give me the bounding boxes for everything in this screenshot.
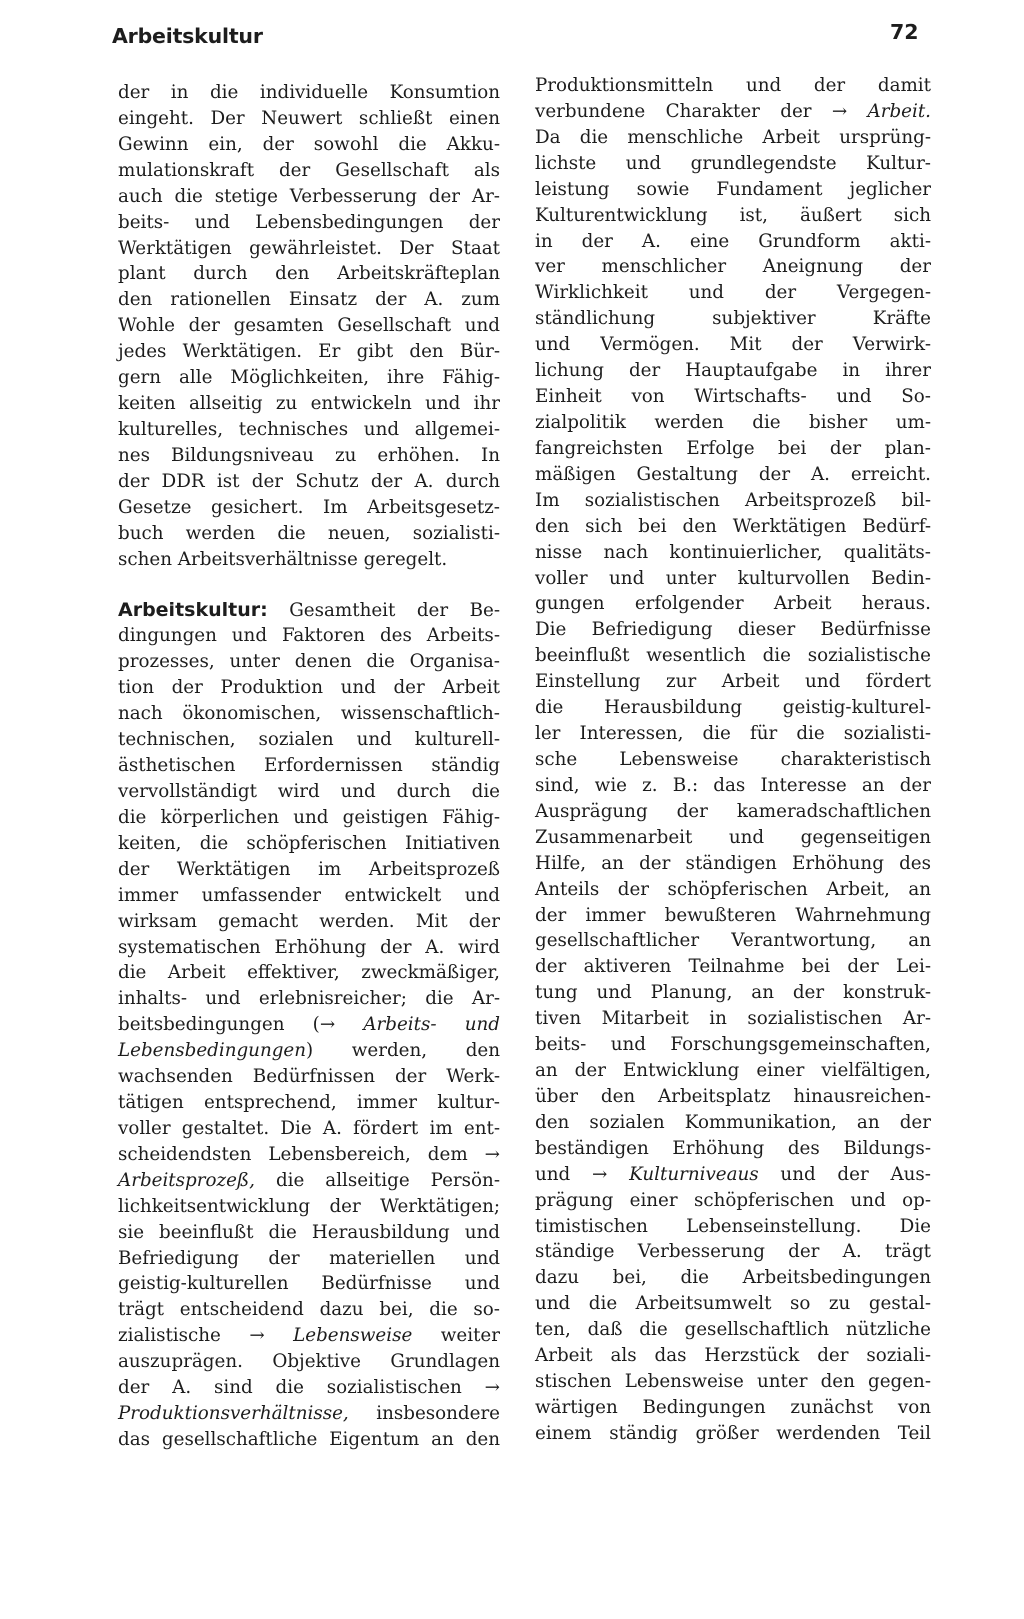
text-line: gungen erfolgender Arbeit heraus. [535,593,931,615]
text-line: in der A. eine Grundform akti- [535,230,931,252]
text-line: ver menschlicher Aneignung der [535,256,931,278]
text-span: beitsbedingungen (→ [118,1014,364,1036]
text-line: den sozialen Kommunikation, an der [535,1111,931,1133]
text-line [118,598,500,624]
text-line: eingeht. Der Neuwert schließt einen [118,107,500,129]
text-line: Wohle der gesamten Gesellschaft und [118,315,500,337]
text-line: geistig-kulturellen Bedürfnisse und [118,1273,500,1295]
text-line: buch werden die neuen, sozialisti- [118,522,500,544]
text-line: kulturelles, technisches und allgemei- [118,418,500,440]
text-line: an der Entwicklung einer vielfältigen, [535,1060,931,1082]
paragraph [535,1188,931,1447]
text-span: Gesamtheit der Be- [267,599,500,621]
text-line: Im sozialistischen Arbeitsprozeß bil- [535,489,931,511]
text-line: leistung sowie Fundament jeglicher [535,178,931,200]
text-line: Wirklichkeit und der Vergegen- [535,282,931,304]
text-line: auch die stetige Verbesserung der Ar- [118,185,500,207]
text-line: beits- und Lebensbedingungen der [118,211,500,233]
paragraph [118,1194,500,1324]
text-line: nisse nach kontinuierlicher, qualitäts- [535,541,931,563]
text-line: jedes Werktätigen. Er gibt den Bür- [118,341,500,363]
text-line: sie beeinflußt die Herausbildung und [118,1221,500,1243]
text-line: keiten, die schöpferischen Initiativen [118,832,500,854]
text-line: der immer bewußteren Wahrnehmung [535,904,931,926]
text-line: keiten allseitig zu entwickeln und ihr [118,393,500,415]
right-column [535,73,931,1447]
text-line [118,1038,500,1064]
text-line: der A. sind die sozialistischen → [118,1377,500,1399]
text-line: ästhetischen Erfordernissen ständig [118,755,500,777]
text-line: Die Befriedigung dieser Bedürfnisse [535,619,931,641]
cross-reference[interactable]: Arbeitsprozeß, [118,1169,255,1191]
entry-lemma: Arbeitskultur: [118,598,268,621]
paragraph [118,623,500,1012]
text-line: der in die individuelle Konsumtion [118,82,500,103]
text-line: ständlichung subjektiver Kräfte [535,308,931,330]
cross-reference[interactable]: Lebensbedingungen [118,1040,307,1062]
text-line: plant durch den Arbeitskräfteplan [118,263,500,285]
text-span: die allseitige Persön- [254,1169,500,1191]
text-line [535,99,931,125]
text-span: insbesondere [348,1403,500,1425]
running-head: Arbeitskultur [112,24,263,48]
text-line: tätigen entsprechend, immer kultur- [118,1092,500,1114]
text-line: einem ständig größer werdenden Teil [535,1422,931,1444]
text-line: Arbeit als das Herzstück der soziali- [535,1345,931,1367]
text-line: Werktätigen gewährleistet. Der Staat [118,237,500,259]
text-span: weiter [412,1325,500,1347]
text-line: timistischen Lebenseinstellung. Die [535,1215,931,1237]
left-column [118,80,500,1453]
text-line: stischen Lebensweise unter den gegen- [535,1371,931,1393]
text-line: prozesses, unter denen die Organisa- [118,651,500,673]
text-line: lichkeitsentwicklung der Werktätigen; [118,1195,500,1217]
text-span: verbundene Charakter der → [535,100,868,122]
text-line: voller und unter kulturvollen Bedin- [535,567,931,589]
text-line: der DDR ist der Schutz der A. durch [118,470,500,492]
text-line: inhalts- und erlebnisreicher; die Ar- [118,988,500,1010]
text-line: Gesetze gesichert. Im Arbeitsgesetz- [118,496,500,518]
text-line [535,1162,931,1188]
cross-reference[interactable]: Produktionsverhältnisse, [118,1403,349,1425]
text-line: nes Bildungsniveau zu erhöhen. In [118,444,500,466]
text-line: fangreichsten Erfolge bei der plan- [535,437,931,459]
text-line: sind, wie z. B.: das Interesse an der [535,774,931,796]
cross-reference[interactable]: Lebensweise [293,1325,413,1347]
paragraph [118,1349,500,1401]
text-line: beeinflußt wesentlich die sozialistische [535,645,931,667]
paragraph-gap [118,573,500,598]
text-line: zialpolitik werden die bisher um- [535,411,931,433]
paragraph [118,1064,500,1168]
text-line: das gesellschaftliche Eigentum an den [118,1429,500,1451]
text-line: vervollständigt wird und durch die [118,780,500,802]
text-line: wärtigen Bedingungen zunächst von [535,1397,931,1419]
text-line: wirksam gemacht werden. Mit der [118,910,500,932]
text-line: wachsenden Bedürfnissen der Werk- [118,1066,500,1088]
text-line: der Werktätigen im Arbeitsprozeß [118,858,500,880]
text-line: den rationellen Einsatz der A. zum [118,289,500,311]
text-line [118,1012,500,1038]
text-line: gesellschaftlicher Verantwortung, an [535,930,931,952]
text-line: immer umfassender entwickelt und [118,884,500,906]
text-line: Befriedigung der materiellen und [118,1247,500,1269]
text-span: zialistische → [118,1325,294,1347]
paragraph [118,80,500,573]
text-line: der aktiveren Teilnahme bei der Lei- [535,956,931,978]
text-line: nach ökonomischen, wissenschaftlich- [118,703,500,725]
cross-reference[interactable]: Arbeits- und [363,1014,501,1036]
text-line: dingungen und Faktoren des Arbeits- [118,625,500,647]
text-line: und die Arbeitsumwelt so zu gestal- [535,1293,931,1315]
text-line: über den Arbeitsplatz hinausreichen- [535,1085,931,1107]
text-line: Kulturentwicklung ist, äußert sich [535,204,931,226]
text-line: Hilfe, an der ständigen Erhöhung des [535,852,931,874]
text-line: mäßigen Gestaltung der A. erreicht. [535,463,931,485]
text-line: dazu bei, die Arbeitsbedingungen [535,1267,931,1289]
text-line: den sich bei den Werktätigen Bedürf- [535,515,931,537]
text-line: beständigen Erhöhung des Bildungs- [535,1137,931,1159]
text-line: tiven Mitarbeit in sozialistischen Ar- [535,1008,931,1030]
text-line: ten, daß die gesellschaftlich nützliche [535,1319,931,1341]
text-line: gern alle Möglichkeiten, ihre Fähig- [118,367,500,389]
text-span: ) werden, den [306,1040,500,1062]
text-line [118,1401,500,1427]
text-line: die Arbeit effektiver, zweckmäßiger, [118,962,500,984]
text-line: voller gestaltet. Die A. fördert im ent- [118,1117,500,1139]
text-line: Einheit von Wirtschafts- und So- [535,386,931,408]
text-line: tion der Produktion und der Arbeit [118,677,500,699]
page-number: 72 [890,20,919,44]
text-line: Einstellung zur Arbeit und fördert [535,671,931,693]
text-line: Ausprägung der kameradschaftlichen [535,800,931,822]
text-line: die Herausbildung geistig-kulturel- [535,697,931,719]
text-line: und Vermögen. Mit der Verwirk- [535,334,931,356]
text-line [118,1323,500,1349]
text-line: lichste und grundlegendste Kultur- [535,152,931,174]
text-line: die körperlichen und geistigen Fähig- [118,806,500,828]
text-line: auszuprägen. Objektive Grundlagen [118,1351,500,1373]
text-line: systematischen Erhöhung der A. wird [118,936,500,958]
text-line: ler Interessen, die für die sozialisti- [535,723,931,745]
text-line: beits- und Forschungsgemeinschaften, [535,1034,931,1056]
cross-reference[interactable]: Kulturniveaus [629,1163,759,1185]
text-line: lichung der Hauptaufgabe in ihrer [535,360,931,382]
text-line: Anteils der schöpferischen Arbeit, an [535,878,931,900]
text-line: Zusammenarbeit und gegenseitigen [535,826,931,848]
text-line: schen Arbeitsverhältnisse geregelt. [118,548,448,570]
text-line: scheidendsten Lebensbereich, dem → [118,1143,500,1165]
text-line: ständige Verbesserung der A. trägt [535,1241,931,1263]
paragraph [535,125,931,1162]
text-line: Produktionsmitteln und der damit [535,75,931,96]
text-line: mulationskraft der Gesellschaft als [118,159,500,181]
text-span: und → [535,1163,630,1185]
cross-reference[interactable]: Arbeit. [867,100,931,122]
text-line: Gewinn ein, der sowohl die Akku- [118,133,500,155]
text-line: Da die menschliche Arbeit ursprüng- [535,126,931,148]
text-line [118,1168,500,1194]
text-span: und der Aus- [758,1163,931,1185]
text-line: tung und Planung, an der konstruk- [535,982,931,1004]
text-line: sche Lebensweise charakteristisch [535,748,931,770]
text-line: technischen, sozialen und kulturell- [118,729,500,751]
text-line: prägung einer schöpferischen und op- [535,1189,931,1211]
text-line: trägt entscheidend dazu bei, die so- [118,1299,500,1321]
